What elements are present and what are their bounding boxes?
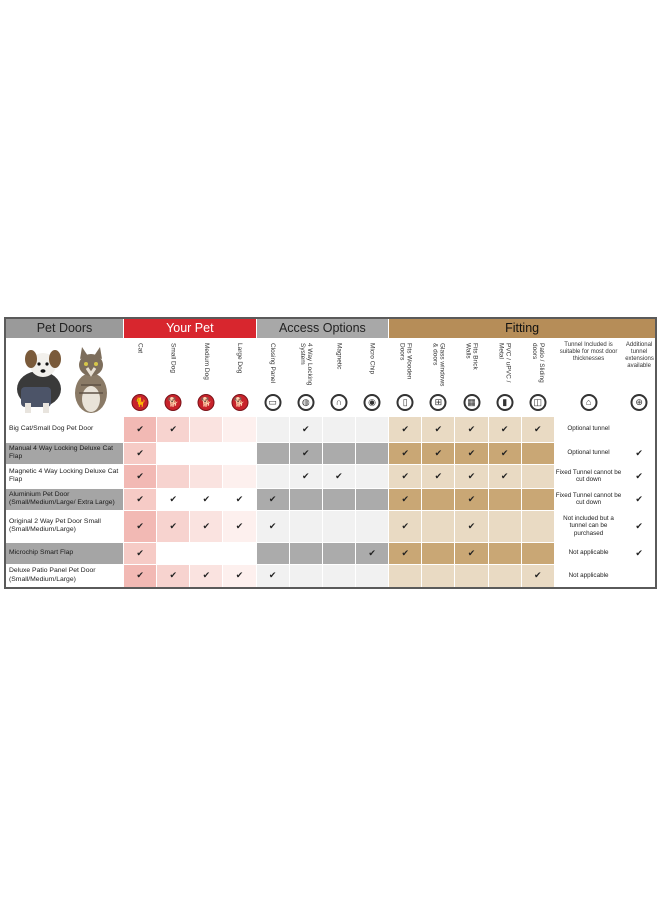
pet-cell	[223, 442, 256, 464]
fitting-cell	[521, 442, 554, 464]
check-mark: ✔	[268, 520, 277, 531]
access-cell	[322, 510, 355, 542]
fitting-cell	[422, 542, 455, 564]
col-header-medium-dog	[190, 338, 223, 416]
fitting-cell	[455, 416, 488, 442]
pet-cell	[223, 542, 256, 564]
check-mark: ✔	[500, 423, 509, 434]
large-dog-icon: 🐕	[231, 394, 248, 411]
fitting-cell	[389, 488, 422, 510]
product-name: Aluminium Pet Door (Small/Medium/Large/ Extra Large)	[5, 488, 124, 510]
col-header-small-dog	[157, 338, 190, 416]
small-dog-icon: 🐕	[165, 394, 182, 411]
your-pet-group-header: Your Pet	[124, 318, 257, 338]
pvc-door-icon: ▮	[496, 394, 513, 411]
fitting-cell	[455, 542, 488, 564]
pet-cell	[157, 464, 190, 488]
fitting-cell	[389, 416, 422, 442]
col-label-extensions: Additional tunnel extensions available	[625, 341, 654, 369]
check-mark: ✔	[202, 520, 211, 531]
check-mark: ✔	[401, 547, 410, 558]
col-header-glass	[422, 338, 455, 416]
fitting-cell	[422, 488, 455, 510]
extension-cell	[623, 488, 656, 510]
pet-cell	[124, 416, 157, 442]
access-cell	[322, 416, 355, 442]
col-label-4-way-locking: 4 Way Locking System	[298, 342, 313, 385]
access-cell	[356, 416, 389, 442]
check-mark: ✔	[268, 493, 277, 504]
access-cell	[289, 464, 322, 488]
fitting-cell	[521, 510, 554, 542]
check-mark: ✔	[235, 493, 244, 504]
access-cell	[289, 488, 322, 510]
microchip-icon: ◉	[364, 394, 381, 411]
fitting-cell	[422, 416, 455, 442]
extension-cell	[623, 510, 656, 542]
col-header-closing-panel	[256, 338, 289, 416]
fitting-cell	[389, 510, 422, 542]
product-name: Deluxe Patio Panel Pet Door (Small/Medium/Large)	[5, 564, 124, 588]
check-mark: ✔	[401, 493, 410, 504]
fitting-cell	[488, 442, 521, 464]
access-cell	[256, 442, 289, 464]
tunnel-note: Not applicable	[554, 542, 622, 564]
fitting-group-header: Fitting	[389, 318, 656, 338]
check-mark: ✔	[169, 493, 178, 504]
window-icon: ⊞	[430, 394, 447, 411]
check-mark: ✔	[401, 470, 410, 481]
access-options-group-header: Access Options	[256, 318, 389, 338]
table-row	[5, 542, 656, 564]
check-mark: ✔	[169, 423, 178, 434]
magnet-icon: ∩	[330, 394, 347, 411]
extension-cell	[623, 416, 656, 442]
extension-cell	[623, 542, 656, 564]
col-label-brick: Fits Brick Walls	[464, 342, 479, 370]
tunnel-note: Not included but a tunnel can be purchased	[554, 510, 622, 542]
closing-panel-icon: ▭	[264, 394, 281, 411]
pet-cell	[223, 416, 256, 442]
check-mark: ✔	[500, 447, 509, 458]
pet-cell	[124, 542, 157, 564]
pet-cell	[124, 464, 157, 488]
access-cell	[289, 510, 322, 542]
access-cell	[289, 442, 322, 464]
col-header-magnetic	[322, 338, 355, 416]
check-mark: ✔	[467, 547, 476, 558]
access-cell	[289, 416, 322, 442]
fitting-cell	[389, 442, 422, 464]
access-cell	[289, 542, 322, 564]
check-mark: ✔	[434, 470, 443, 481]
check-mark: ✔	[467, 423, 476, 434]
fitting-cell	[488, 488, 521, 510]
check-mark: ✔	[169, 570, 178, 581]
pet-cell	[190, 488, 223, 510]
pet-cell	[190, 464, 223, 488]
brick-wall-icon: ▦	[463, 394, 480, 411]
access-cell	[356, 488, 389, 510]
product-name: Microchip Smart Flap	[5, 542, 124, 564]
check-mark: ✔	[635, 493, 643, 504]
col-label-glass: Glass windows & doors	[431, 342, 446, 386]
fitting-cell	[389, 564, 422, 588]
col-label-small-dog: Small Dog	[169, 342, 177, 373]
access-cell	[256, 564, 289, 588]
col-header-cat	[124, 338, 157, 416]
tunnel-note: Not applicable	[554, 564, 622, 588]
check-mark: ✔	[635, 447, 643, 458]
access-cell	[256, 542, 289, 564]
tunnel-note: Fixed Tunnel cannot be cut down	[554, 488, 622, 510]
col-header-large-dog	[223, 338, 256, 416]
pet-cell	[124, 442, 157, 464]
col-label-closing-panel: Closing Panel	[269, 342, 277, 383]
col-header-extensions	[623, 338, 656, 416]
pet-doors-group-header: Pet Doors	[5, 318, 124, 338]
product-name: Manual 4 Way Locking Deluxe Cat Flap	[5, 442, 124, 464]
check-mark: ✔	[467, 447, 476, 458]
table-row	[5, 416, 656, 442]
access-cell	[356, 510, 389, 542]
pet-cell	[190, 416, 223, 442]
col-label-cat: Cat	[136, 342, 144, 353]
fitting-cell	[488, 510, 521, 542]
check-mark: ✔	[136, 570, 144, 581]
access-cell	[356, 564, 389, 588]
access-cell	[256, 416, 289, 442]
fitting-cell	[455, 464, 488, 488]
col-label-medium-dog: Medium Dog	[202, 342, 210, 380]
pet-cell	[157, 488, 190, 510]
fitting-cell	[521, 564, 554, 588]
fitting-cell	[422, 464, 455, 488]
check-mark: ✔	[335, 470, 343, 481]
patio-door-icon: ◫	[529, 394, 546, 411]
col-header-brick	[455, 338, 488, 416]
fitting-cell	[521, 542, 554, 564]
pet-cell	[223, 488, 256, 510]
check-mark: ✔	[136, 447, 144, 458]
check-mark: ✔	[401, 423, 410, 434]
fitting-cell	[521, 464, 554, 488]
check-mark: ✔	[434, 447, 443, 458]
col-label-pvc: PVC / uPVC / Metal	[497, 342, 512, 382]
extension-cell	[623, 464, 656, 488]
check-mark: ✔	[534, 423, 542, 434]
check-mark: ✔	[169, 520, 178, 531]
pet-cell	[124, 510, 157, 542]
access-cell	[322, 564, 355, 588]
table-row	[5, 464, 656, 488]
extension-cell	[623, 442, 656, 464]
tunnel-icon: ⌂	[580, 394, 597, 411]
pet-cell	[157, 542, 190, 564]
pet-cell	[124, 564, 157, 588]
lock-dial-icon: ◍	[297, 394, 314, 411]
check-mark: ✔	[401, 447, 410, 458]
access-cell	[256, 488, 289, 510]
fitting-cell	[521, 416, 554, 442]
check-mark: ✔	[136, 493, 144, 504]
col-label-magnetic: Magnetic	[335, 342, 343, 369]
check-mark: ✔	[635, 547, 643, 558]
pet-cell	[190, 442, 223, 464]
fitting-cell	[488, 564, 521, 588]
fitting-cell	[422, 510, 455, 542]
pet-cell	[223, 564, 256, 588]
check-mark: ✔	[202, 570, 211, 581]
medium-dog-icon: 🐕	[198, 394, 215, 411]
check-mark: ✔	[136, 423, 144, 434]
check-mark: ✔	[302, 447, 310, 458]
pet-cell	[124, 488, 157, 510]
check-mark: ✔	[136, 520, 144, 531]
check-mark: ✔	[467, 470, 476, 481]
tunnel-note: Fixed Tunnel cannot be cut down	[554, 464, 622, 488]
tunnel-note: Optional tunnel	[554, 416, 622, 442]
pet-cell	[223, 464, 256, 488]
check-mark: ✔	[268, 570, 277, 581]
tunnel-note: Optional tunnel	[554, 442, 622, 464]
table-row	[5, 510, 656, 542]
check-mark: ✔	[467, 493, 476, 504]
access-cell	[356, 542, 389, 564]
check-mark: ✔	[434, 423, 443, 434]
product-rows	[5, 416, 656, 588]
fitting-cell	[455, 510, 488, 542]
col-header-pvc	[488, 338, 521, 416]
col-label-patio: Patio / Sliding doors	[530, 342, 545, 383]
access-cell	[289, 564, 322, 588]
col-label-micro-chip: Micro Chip	[368, 342, 376, 374]
fitting-cell	[488, 542, 521, 564]
cat-icon: 🐈	[132, 394, 149, 411]
table-row	[5, 442, 656, 464]
comparison-table	[4, 317, 657, 589]
access-cell	[356, 442, 389, 464]
extension-cell	[623, 564, 656, 588]
fitting-cell	[455, 488, 488, 510]
check-mark: ✔	[635, 520, 643, 531]
col-header-patio	[521, 338, 554, 416]
pet-cell	[157, 442, 190, 464]
product-name: Big Cat/Small Dog Pet Door	[5, 416, 124, 442]
access-cell	[256, 464, 289, 488]
check-mark: ✔	[401, 520, 410, 531]
fitting-cell	[488, 416, 521, 442]
check-mark: ✔	[235, 520, 244, 531]
table-row	[5, 564, 656, 588]
pet-cell	[223, 510, 256, 542]
check-mark: ✔	[467, 520, 476, 531]
check-mark: ✔	[500, 470, 509, 481]
check-mark: ✔	[136, 547, 144, 558]
col-label-tunnel: Tunnel Included is suitable for most door thicknesses	[559, 341, 618, 362]
check-mark: ✔	[302, 470, 310, 481]
check-mark: ✔	[534, 570, 542, 581]
pet-cell	[157, 510, 190, 542]
check-mark: ✔	[302, 423, 310, 434]
check-mark: ✔	[635, 470, 643, 481]
access-cell	[256, 510, 289, 542]
fitting-cell	[488, 464, 521, 488]
col-label-large-dog: Large Dog	[236, 342, 244, 373]
fitting-cell	[455, 564, 488, 588]
access-cell	[322, 464, 355, 488]
pet-photo-cell	[5, 338, 124, 416]
access-cell	[322, 542, 355, 564]
fitting-cell	[422, 442, 455, 464]
access-cell	[356, 464, 389, 488]
access-cell	[322, 442, 355, 464]
pet-cell	[157, 416, 190, 442]
pet-door-comparison-chart	[4, 317, 657, 583]
fitting-cell	[389, 542, 422, 564]
pet-cell	[190, 510, 223, 542]
pet-cell	[157, 564, 190, 588]
access-cell	[322, 488, 355, 510]
fitting-cell	[455, 442, 488, 464]
check-mark: ✔	[368, 547, 376, 558]
dog-and-cat-photo	[9, 341, 117, 415]
check-mark: ✔	[235, 570, 244, 581]
pet-cell	[190, 564, 223, 588]
col-header-tunnel	[554, 338, 622, 416]
product-name: Magnetic 4 Way Locking Deluxe Cat Flap	[5, 464, 124, 488]
tunnel-extension-icon: ⊕	[631, 394, 648, 411]
col-header-wooden-doors	[389, 338, 422, 416]
pet-cell	[190, 542, 223, 564]
col-header-micro-chip	[356, 338, 389, 416]
check-mark: ✔	[136, 470, 144, 481]
product-name: Original 2 Way Pet Door Small (Small/Medium/Large)	[5, 510, 124, 542]
col-label-wooden-doors: Fits Wooden Doors	[398, 342, 413, 379]
table-row	[5, 488, 656, 510]
fitting-cell	[389, 464, 422, 488]
col-header-4-way-locking	[289, 338, 322, 416]
fitting-cell	[422, 564, 455, 588]
fitting-cell	[521, 488, 554, 510]
door-icon: ▯	[397, 394, 414, 411]
check-mark: ✔	[202, 493, 211, 504]
